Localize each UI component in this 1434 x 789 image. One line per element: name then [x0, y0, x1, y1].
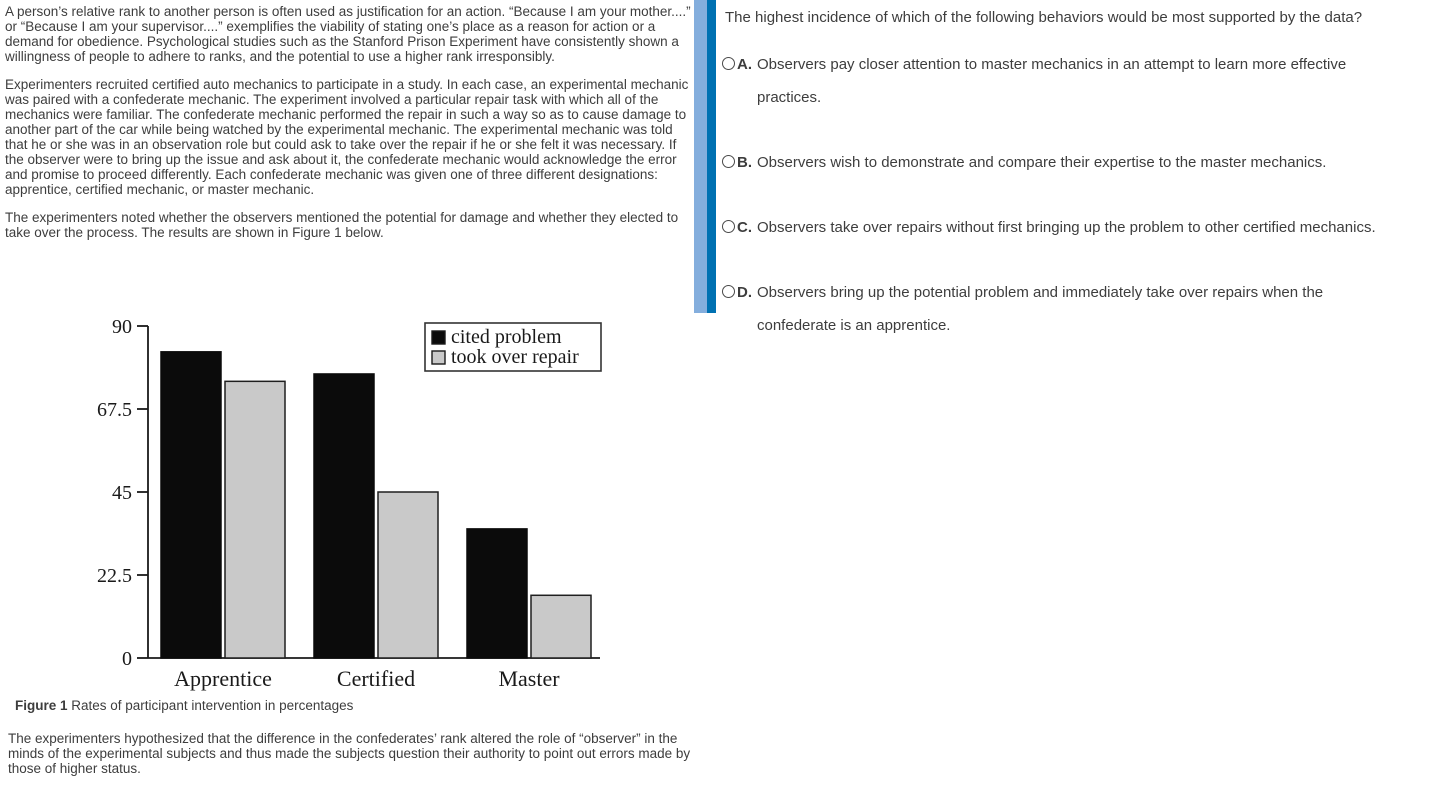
- option-text: Observers bring up the potential problem and immediately take over repairs when the confederate is an apprentice.: [757, 284, 1324, 334]
- bar: [378, 492, 438, 658]
- answer-options: [722, 48, 1434, 374]
- answer-option-c[interactable]: [722, 211, 1434, 244]
- radio-button-b[interactable]: [722, 155, 735, 168]
- question-prompt: The highest incidence of which of the following behaviors would be most supported by the data?: [725, 9, 1363, 26]
- x-category-label: Master: [498, 666, 560, 691]
- legend-swatch: [432, 331, 445, 344]
- option-letter: C.: [737, 219, 752, 236]
- figure-caption-label: Figure 1: [15, 698, 68, 713]
- radio-button-d[interactable]: [722, 285, 735, 298]
- passage-panel: [5, 4, 697, 253]
- legend-label: took over repair: [451, 346, 579, 368]
- passage-paragraph-2: Experimenters recruited certified auto mechanics to participate in a study. In each case, an experimental mechanic was paired with a confederate mechanic. The experiment involved a particular repair task with which all of the mechanics were familiar. The confederate mechanic performed the repair in such a way so as to cause damage to another part of the car while being watched by the experimental mechanic. The experimental mechanic was told that he or she was in an observation role but could ask to take over the repair if he or she felt it was necessary. If the observer were to bring up the issue and ask about it, the confederate mechanic would acknowledge the error and promise to proceed differently. Each confederate mechanic was given one of three different designations: apprentice, certified mechanic, or master mechanic.: [5, 77, 689, 197]
- bar: [225, 381, 285, 658]
- option-text: Observers take over repairs without first bringing up the problem to other certified mechanics.: [757, 219, 1376, 236]
- option-letter: B.: [737, 154, 752, 171]
- answer-option-b[interactable]: [722, 146, 1434, 179]
- figure-caption: [15, 698, 353, 713]
- option-text: Observers wish to demonstrate and compare their expertise to the master mechanics.: [757, 154, 1327, 171]
- figure-1-chart: [85, 308, 615, 700]
- bar: [467, 529, 527, 658]
- y-tick-label: 67.5: [97, 399, 132, 421]
- legend-label: cited problem: [451, 326, 562, 348]
- bar: [314, 374, 374, 658]
- x-category-label: Certified: [336, 666, 416, 691]
- y-tick-label: 90: [112, 316, 132, 338]
- y-tick-label: 0: [122, 648, 132, 670]
- radio-button-c[interactable]: [722, 220, 735, 233]
- option-letter: A.: [737, 56, 752, 73]
- x-category-label: Apprentice: [174, 666, 272, 691]
- panel-divider-dark: [707, 0, 716, 313]
- passage-paragraph-1: A person’s relative rank to another person is often used as justification for an action. “Because I am your mother....” or “Because I am your supervisor....” exemplifies the viability of stating one’s place as a reason for action or a demand for obedience. Psychological studies such as the Stanford Prison Experiment have consistently shown a willingness of people to adhere to ranks, and the potential to use a higher rank irresponsibly.: [5, 4, 691, 64]
- y-tick-label: 45: [112, 482, 132, 504]
- figure-caption-text: Rates of participant intervention in percentages: [67, 698, 354, 713]
- legend-swatch: [432, 351, 445, 364]
- y-tick-label: 22.5: [97, 565, 132, 587]
- radio-button-a[interactable]: [722, 57, 735, 70]
- closing-paragraph: The experimenters hypothesized that the difference in the confederates’ rank altered the role of “observer” in the minds of the experimental subjects and thus made the subjects question their authority to point out errors made by those of higher status.: [8, 731, 691, 776]
- passage-paragraph-3: The experimenters noted whether the observers mentioned the potential for damage and whether they elected to take over the process. The results are shown in Figure 1 below.: [5, 210, 679, 240]
- option-text: Observers pay closer attention to master mechanics in an attempt to learn more effective practices.: [757, 56, 1347, 106]
- panel-divider-light: [694, 0, 707, 313]
- option-letter: D.: [737, 284, 752, 301]
- answer-option-d[interactable]: [722, 276, 1434, 342]
- answer-option-a[interactable]: [722, 48, 1434, 114]
- bar: [161, 352, 221, 658]
- bar: [531, 595, 591, 658]
